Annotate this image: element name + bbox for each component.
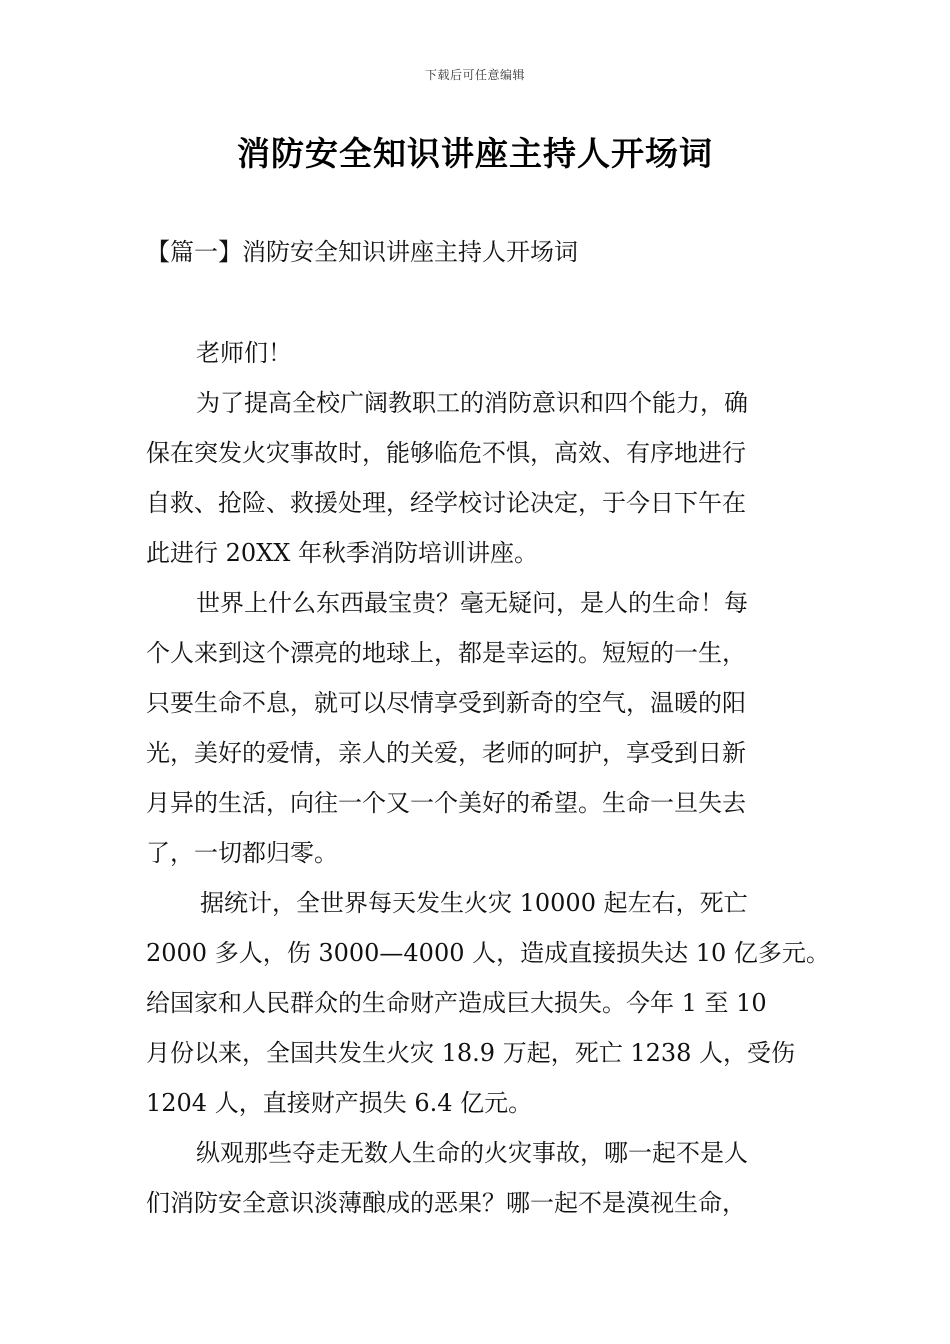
paragraph-line: 只要生命不息，就可以尽情享受到新奇的空气，温暖的阳 bbox=[146, 689, 746, 717]
paragraph-line: 了，一切都归零。 bbox=[146, 839, 338, 867]
paragraph-line: 月异的生活，向往一个又一个美好的希望。生命一旦失去 bbox=[146, 789, 746, 817]
salutation: 老师们！ bbox=[196, 339, 292, 367]
paragraph-line: 光，美好的爱情，亲人的关爱，老师的呵护，享受到日新 bbox=[146, 739, 746, 767]
document-title: 消防安全知识讲座主持人开场词 bbox=[237, 134, 713, 173]
paragraph-line: 给国家和人民群众的生命财产造成巨大损失。今年 1 至 10 bbox=[146, 989, 767, 1017]
paragraph-line: 月份以来，全国共发生火灾 18.9 万起，死亡 1238 人，受伤 bbox=[146, 1039, 796, 1067]
paragraph-line: 自救、抢险、救援处理，经学校讨论决定，于今日下午在 bbox=[146, 489, 746, 517]
paragraph-line: 纵观那些夺走无数人生命的火灾事故，哪一起不是人 bbox=[196, 1139, 748, 1167]
paragraph-line: 1204 人，直接财产损失 6.4 亿元。 bbox=[146, 1089, 533, 1117]
paragraph-line: 此进行 20XX 年秋季消防培训讲座。 bbox=[146, 539, 538, 567]
body-text bbox=[146, 328, 830, 1228]
paragraph-line: 世界上什么东西最宝贵？毫无疑问，是人的生命！每 bbox=[196, 589, 748, 617]
paragraph-line: 据统计，全世界每天发生火灾 10000 起左右，死亡 bbox=[200, 889, 748, 917]
paragraph-line: 们消防安全意识淡薄酿成的恶果？哪一起不是漠视生命， bbox=[146, 1189, 746, 1217]
header-note: 下载后可任意编辑 bbox=[424, 68, 525, 82]
paragraph-line: 2000 多人，伤 3000—4000 人，造成直接损失达 10 亿多元。 bbox=[146, 939, 830, 967]
paragraph-line: 为了提高全校广阔教职工的消防意识和四个能力，确 bbox=[196, 389, 748, 417]
paragraph-line: 个人来到这个漂亮的地球上，都是幸运的。短短的一生， bbox=[146, 639, 746, 667]
paragraph-line: 保在突发火灾事故时，能够临危不惧，高效、有序地进行 bbox=[146, 439, 746, 467]
section-heading: 【篇一】消防安全知识讲座主持人开场词 bbox=[146, 238, 578, 266]
